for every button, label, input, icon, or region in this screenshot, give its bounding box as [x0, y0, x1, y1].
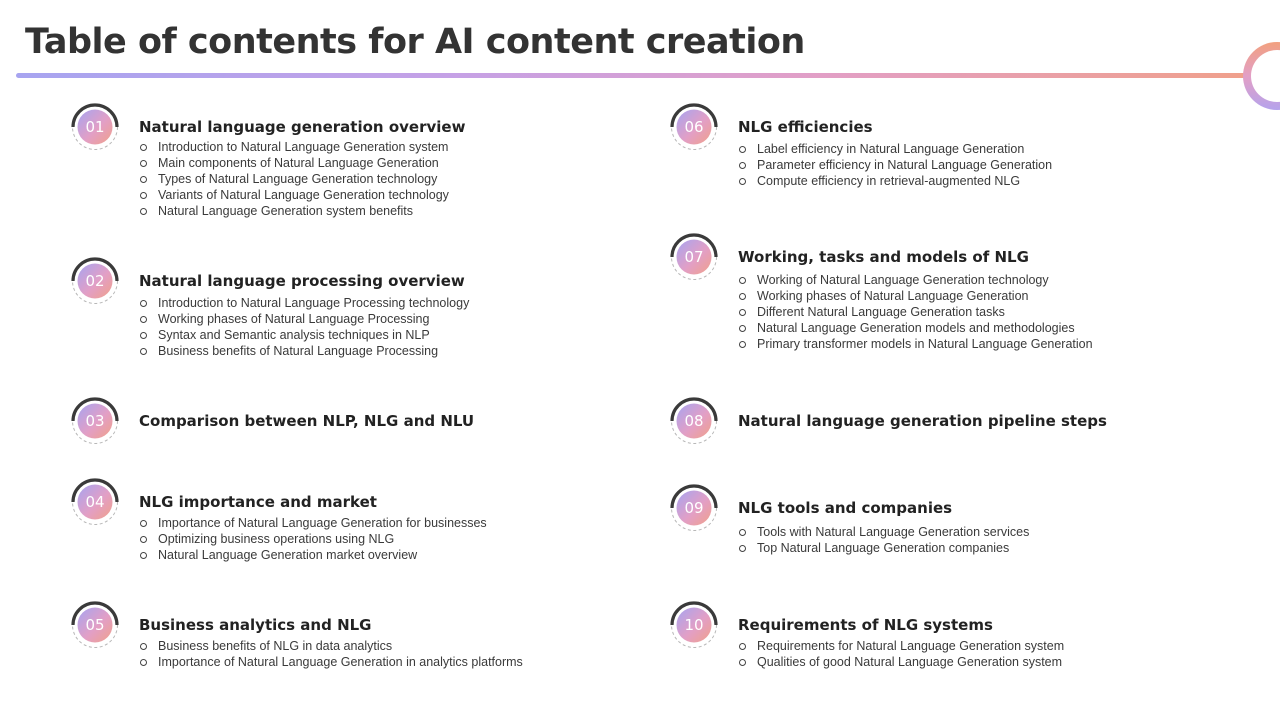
subitem: Introduction to Natural Language Generation system: [139, 139, 449, 155]
subitem: Introduction to Natural Language Processing technology: [139, 295, 469, 311]
subitem-list: [738, 524, 1029, 556]
section-title: Business analytics and NLG: [139, 616, 372, 634]
section-title: Working, tasks and models of NLG: [738, 248, 1029, 266]
badge-number: 09: [684, 499, 704, 517]
subitem: Natural Language Generation market overview: [139, 547, 487, 563]
number-badge: [70, 600, 120, 650]
badge-number: 07: [684, 248, 704, 266]
badge-number: 03: [85, 412, 105, 430]
number-badge: [669, 102, 719, 152]
subitem: Optimizing business operations using NLG: [139, 531, 487, 547]
subitem: Main components of Natural Language Generation: [139, 155, 449, 171]
section-title: Natural language generation pipeline steps: [738, 412, 1107, 430]
number-badge: [669, 396, 719, 446]
badge-number: 04: [85, 493, 105, 511]
subitem: Variants of Natural Language Generation technology: [139, 187, 449, 203]
corner-ring-decoration: [1243, 42, 1280, 110]
section-title: Requirements of NLG systems: [738, 616, 993, 634]
number-badge: [70, 477, 120, 527]
page-title: Table of contents for AI content creation: [25, 22, 805, 62]
subitem: Natural Language Generation models and methodologies: [738, 320, 1093, 336]
badge-number: 08: [684, 412, 704, 430]
subitem-list: [139, 295, 469, 359]
section-title: NLG efficiencies: [738, 118, 873, 136]
subitem-list: [139, 139, 449, 219]
subitem-list: [738, 141, 1052, 189]
subitem-list: [139, 515, 487, 563]
number-badge: [669, 483, 719, 533]
number-badge: [669, 600, 719, 650]
section-title: NLG tools and companies: [738, 499, 953, 517]
subitem: Types of Natural Language Generation technology: [139, 171, 449, 187]
subitem: Importance of Natural Language Generation for businesses: [139, 515, 487, 531]
subitem: Tools with Natural Language Generation services: [738, 524, 1029, 540]
section-title: Comparison between NLP, NLG and NLU: [139, 412, 475, 430]
title-divider: [16, 73, 1256, 78]
badge-number: 01: [85, 118, 105, 136]
subitem-list: [139, 638, 523, 670]
subitem: Top Natural Language Generation companies: [738, 540, 1029, 556]
subitem: Different Natural Language Generation tasks: [738, 304, 1093, 320]
number-badge: [70, 102, 120, 152]
subitem: Working phases of Natural Language Generation: [738, 288, 1093, 304]
badge-number: 05: [85, 616, 105, 634]
subitem-list: [738, 638, 1064, 670]
subitem: Business benefits of Natural Language Processing: [139, 343, 469, 359]
section-title: NLG importance and market: [139, 493, 377, 511]
number-badge: [669, 232, 719, 282]
subitem: Label efficiency in Natural Language Generation: [738, 141, 1052, 157]
badge-number: 06: [684, 118, 704, 136]
subitem: Working of Natural Language Generation technology: [738, 272, 1093, 288]
badge-number: 10: [684, 616, 704, 634]
section-title: Natural language generation overview: [139, 118, 466, 136]
number-badge: [70, 396, 120, 446]
number-badge: [70, 256, 120, 306]
subitem: Qualities of good Natural Language Generation system: [738, 654, 1064, 670]
subitem: Syntax and Semantic analysis techniques in NLP: [139, 327, 469, 343]
subitem-list: [738, 272, 1093, 352]
section-title: Natural language processing overview: [139, 272, 465, 290]
subitem: Natural Language Generation system benefits: [139, 203, 449, 219]
subitem: Requirements for Natural Language Generation system: [738, 638, 1064, 654]
subitem: Primary transformer models in Natural Language Generation: [738, 336, 1093, 352]
subitem: Compute efficiency in retrieval-augmented NLG: [738, 173, 1052, 189]
badge-number: 02: [85, 272, 105, 290]
subitem: Parameter efficiency in Natural Language Generation: [738, 157, 1052, 173]
subitem: Importance of Natural Language Generation in analytics platforms: [139, 654, 523, 670]
subitem: Business benefits of NLG in data analytics: [139, 638, 523, 654]
subitem: Working phases of Natural Language Processing: [139, 311, 469, 327]
